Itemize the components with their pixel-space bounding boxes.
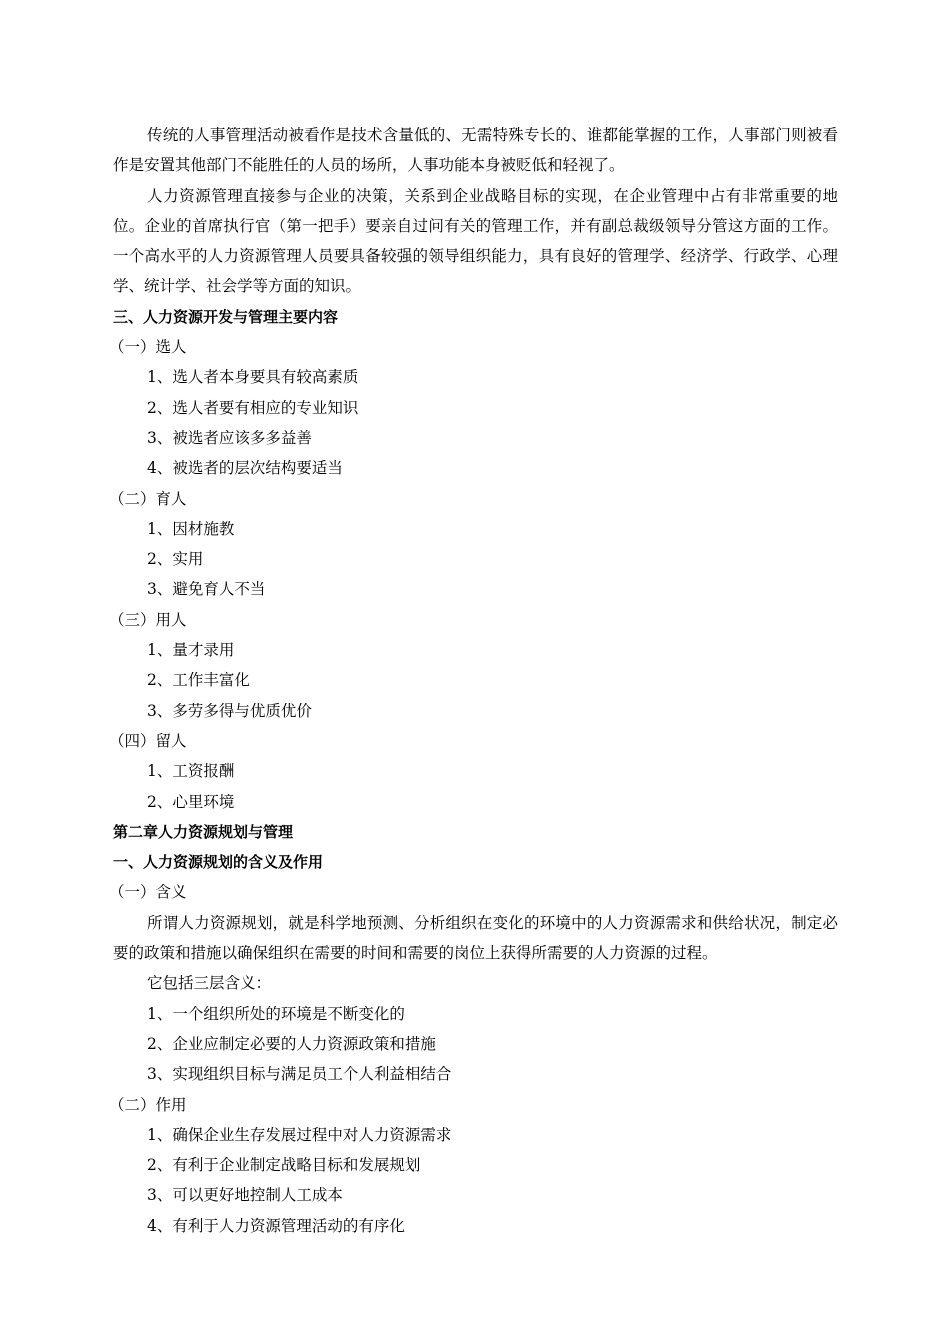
- list-item: 2、工作丰富化: [147, 671, 250, 690]
- document-page: [109, 120, 838, 1241]
- paragraph: 人力资源管理直接参与企业的决策，关系到企业战略目标的实现，在企业管理中占有非常重要的地位。企业的首席执行官（第一把手）要亲自过问有关的管理工作，并有副总裁级领导分管这方面的工作。一个高水平的人力资源管理人员要具备较强的领导组织能力，具有良好的管理学、经济学、行政学、心理学、统计学、社会学等方面的知识。: [113, 186, 838, 296]
- list-item: 1、量才录用: [147, 641, 235, 660]
- list-item: 4、被选者的层次结构要适当: [147, 459, 343, 478]
- list-item: 2、有利于企业制定战略目标和发展规划: [147, 1156, 421, 1175]
- list-item: 3、可以更好地控制人工成本: [147, 1186, 343, 1205]
- paragraph: 传统的人事管理活动被看作是技术含量低的、无需特殊专长的、谁都能掌握的工作，人事部门则被看作是安置其他部门不能胜任的人员的场所，人事功能本身被贬低和轻视了。: [113, 126, 838, 175]
- subsection-heading: （二）作用: [109, 1095, 187, 1114]
- section-heading: 三、人力资源开发与管理主要内容: [113, 307, 339, 326]
- list-item: 3、被选者应该多多益善: [147, 428, 312, 447]
- list-item: 4、有利于人力资源管理活动的有序化: [147, 1216, 405, 1235]
- list-item: 1、确保企业生存发展过程中对人力资源需求: [147, 1125, 452, 1144]
- paragraph: 它包括三层含义：: [147, 974, 272, 993]
- subsection-heading: （四）留人: [109, 731, 187, 750]
- list-item: 2、实用: [147, 550, 204, 569]
- subsection-heading: （三）用人: [109, 610, 187, 629]
- list-item: 1、选人者本身要具有较高素质: [147, 368, 359, 387]
- list-item: 1、工资报酬: [147, 762, 235, 781]
- list-item: 3、多劳多得与优质优价: [147, 701, 312, 720]
- list-item: 2、选人者要有相应的专业知识: [147, 398, 359, 417]
- section-heading: 一、人力资源规划的含义及作用: [113, 853, 324, 872]
- list-item: 2、心里环境: [147, 792, 235, 811]
- subsection-heading: （一）含义: [109, 883, 187, 902]
- list-item: 3、避免育人不当: [147, 580, 266, 599]
- list-item: 1、一个组织所处的环境是不断变化的: [147, 1004, 405, 1023]
- list-item: 3、实现组织目标与满足员工个人利益相结合: [147, 1065, 452, 1084]
- list-item: 2、企业应制定必要的人力资源政策和措施: [147, 1034, 436, 1053]
- paragraph: 所谓人力资源规划，就是科学地预测、分析组织在变化的环境中的人力资源需求和供给状况，制定必要的政策和措施以确保组织在需要的时间和需要的岗位上获得所需要的人力资源的过程。: [113, 913, 838, 963]
- subsection-heading: （一）选人: [109, 338, 187, 357]
- section-heading: 第二章人力资源规划与管理: [113, 822, 294, 841]
- list-item: 1、因材施教: [147, 519, 235, 538]
- subsection-heading: （二）育人: [109, 489, 187, 508]
